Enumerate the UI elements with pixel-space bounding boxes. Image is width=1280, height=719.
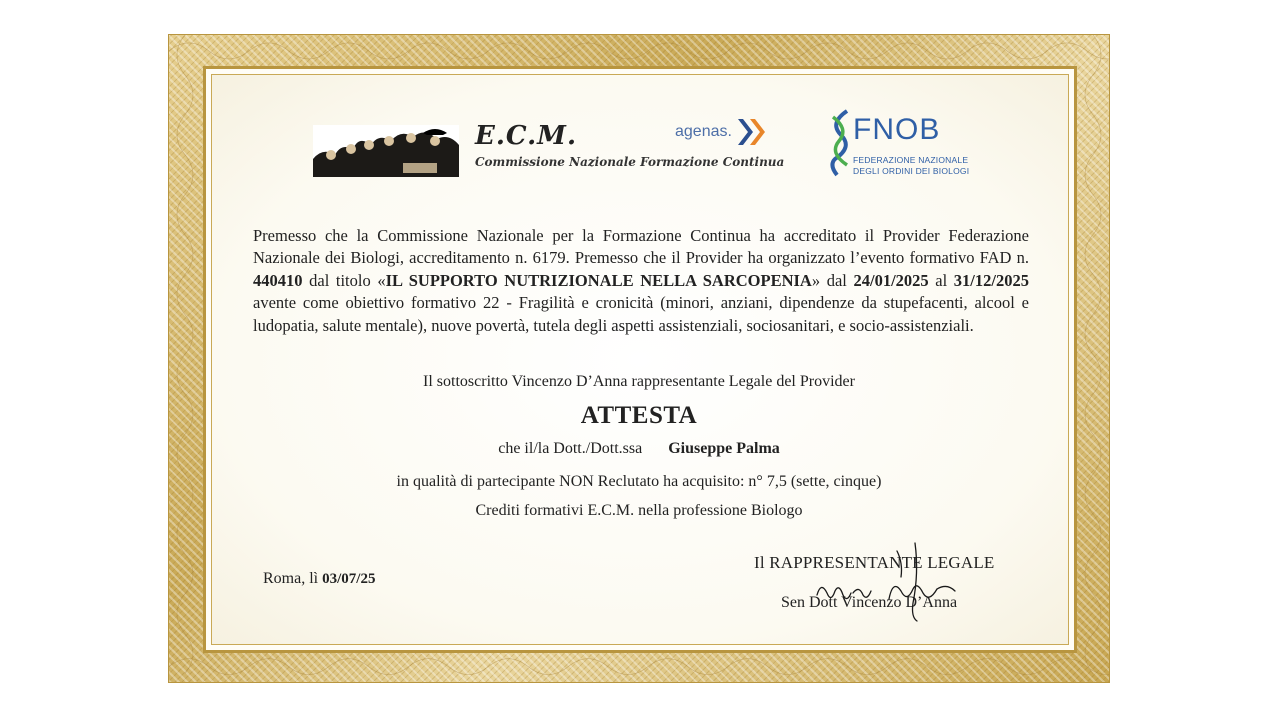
premise-text-3: » dal: [811, 270, 854, 290]
event-number: 440410: [253, 270, 303, 290]
premise-text-2: dal titolo «: [302, 270, 386, 290]
legal-representative-name: Sen Dott Vincenzo D’Anna: [781, 594, 958, 611]
ecm-painting-logo: [313, 125, 459, 177]
participant-name: Giuseppe Palma: [668, 440, 780, 457]
premise-text-1: Premesso che la Commissione Nazionale per la Formazione Continua ha accreditato il Provider Federazione Nazionale dei Biologi, accreditamento n. 6179. Premesso che il Provider ha organizzato l’evento formativo FAD n.: [253, 226, 1029, 268]
participant-line: [169, 440, 1109, 458]
agenas-logo: [675, 117, 766, 147]
event-title: IL SUPPORTO NUTRIZIONALE NELLA SARCOPENIA: [385, 270, 812, 290]
fnob-line-1: FEDERAZIONE NAZIONALE: [853, 155, 969, 165]
credits-line: in qualità di partecipante NON Reclutato ha acquisito: n° 7,5 (sette, cinque): [396, 473, 882, 490]
participant-prefix: che il/la Dott./Dott.ssa: [498, 440, 643, 457]
end-date: 31/12/2025: [953, 270, 1029, 290]
issue-date: 03/07/25: [322, 571, 376, 587]
fnob-logo: [827, 109, 977, 179]
attesta-heading: ATTESTA: [580, 402, 698, 429]
fnob-line-2: DEGLI ORDINI DEI BIOLOGI: [853, 166, 970, 176]
profession-line: Crediti formativi E.C.M. nella professione Biologo: [475, 502, 803, 519]
legal-representative-title: Il RAPPRESENTANTE LEGALE: [754, 553, 995, 572]
signatory-line: Il sottoscritto Vincenzo D’Anna rappresentante Legale del Provider: [423, 373, 855, 390]
ecm-title: E.C.M.: [475, 121, 577, 151]
fnob-name: FNOB: [853, 113, 941, 146]
premise-text-5: avente come obiettivo formativo 22 - Fragilità e cronicità (minori, anziani, dipendenze da stupefacenti, alcool e ludopatia, salute mentale), nuove povertà, tutela degli aspetti assistenziali, sociosanitari, e socio-assistenziali.: [253, 293, 1029, 335]
agenas-mark-icon: [734, 117, 766, 147]
dna-helix-icon: [827, 109, 855, 177]
premise-paragraph: [253, 225, 1029, 337]
place-label: Roma, lì: [263, 570, 323, 587]
start-date: 24/01/2025: [853, 270, 929, 290]
premise-text-4: al: [928, 270, 954, 290]
ecm-subtitle: Commissione Nazionale Formazione Continua: [475, 155, 785, 169]
agenas-label: agenas.: [675, 123, 732, 140]
place-date: [263, 570, 375, 588]
certificate: [168, 34, 1110, 683]
